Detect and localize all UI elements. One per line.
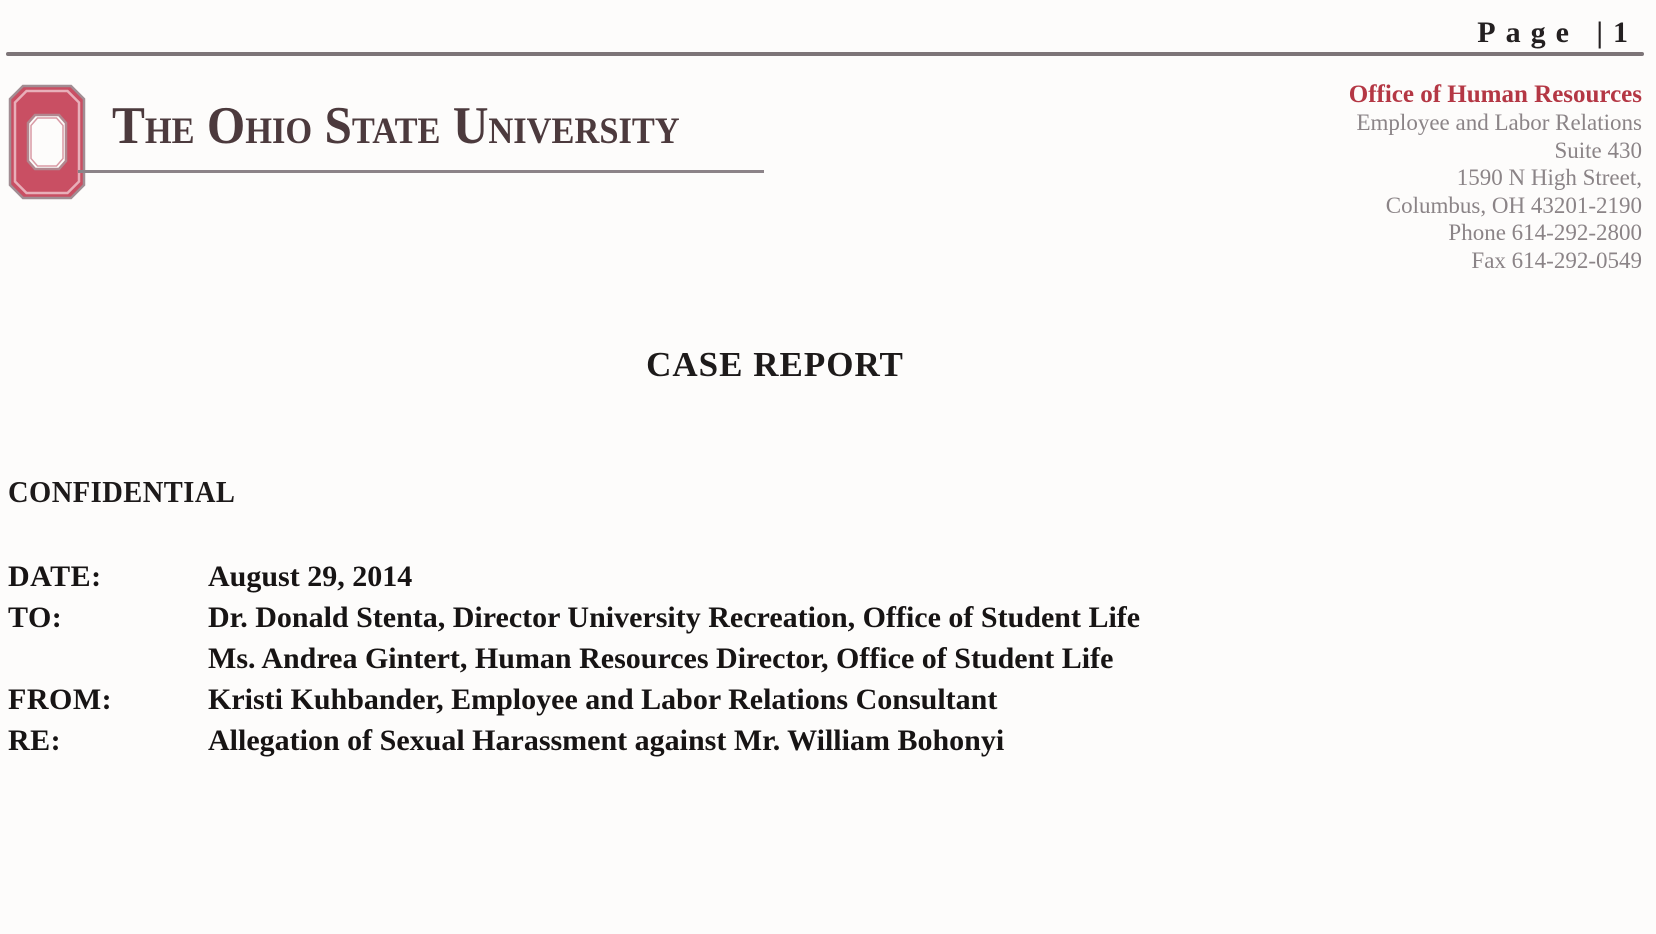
memo-label: DATE: bbox=[8, 560, 102, 593]
memo-row-from bbox=[8, 679, 1408, 720]
memo-value: Kristi Kuhbander, Employee and Labor Relations Consultant bbox=[208, 683, 998, 716]
office-address-line: Employee and Labor Relations bbox=[1356, 110, 1642, 135]
memo-row-re bbox=[8, 720, 1408, 761]
memo-value: Ms. Andrea Gintert, Human Resources Director, Office of Student Life bbox=[208, 642, 1114, 675]
office-address-line: Fax 614-292-0549 bbox=[1471, 247, 1642, 273]
header-divider-rule bbox=[6, 52, 1644, 56]
memo-label: TO: bbox=[8, 601, 63, 634]
office-address-line: 1590 N High Street, bbox=[1456, 165, 1642, 190]
office-department-heading: Office of Human Resources bbox=[1348, 81, 1642, 108]
memo-label bbox=[8, 638, 208, 679]
confidential-label: CONFIDENTIAL bbox=[8, 474, 236, 509]
memo-value: Allegation of Sexual Harassment against Mr. William Bohonyi bbox=[208, 724, 1005, 757]
memo-row-to bbox=[8, 597, 1408, 638]
office-address-line: Suite 430 bbox=[1554, 137, 1642, 163]
office-address-line: Columbus, OH 43201-2190 bbox=[1385, 192, 1642, 218]
memo-value: August 29, 2014 bbox=[208, 560, 413, 593]
memo-label: RE: bbox=[8, 724, 62, 757]
office-address-line: Phone 614-292-2800 bbox=[1448, 220, 1642, 245]
university-wordmark: The Ohio State University bbox=[112, 97, 680, 155]
memo-value: Dr. Donald Stenta, Director University Recreation, Office of Student Life bbox=[208, 601, 1141, 634]
document-title: CASE REPORT bbox=[646, 345, 904, 384]
wordmark-underline-rule bbox=[78, 170, 764, 173]
memo-row-date bbox=[8, 556, 1408, 597]
osu-block-o-logo-icon bbox=[8, 84, 86, 200]
office-address-block bbox=[1349, 80, 1642, 274]
memo-row-to-continued bbox=[8, 638, 1408, 679]
memo-label: FROM: bbox=[8, 683, 113, 716]
page-number-label: Page |1 bbox=[1477, 16, 1638, 49]
memo-header-block bbox=[8, 556, 1408, 761]
